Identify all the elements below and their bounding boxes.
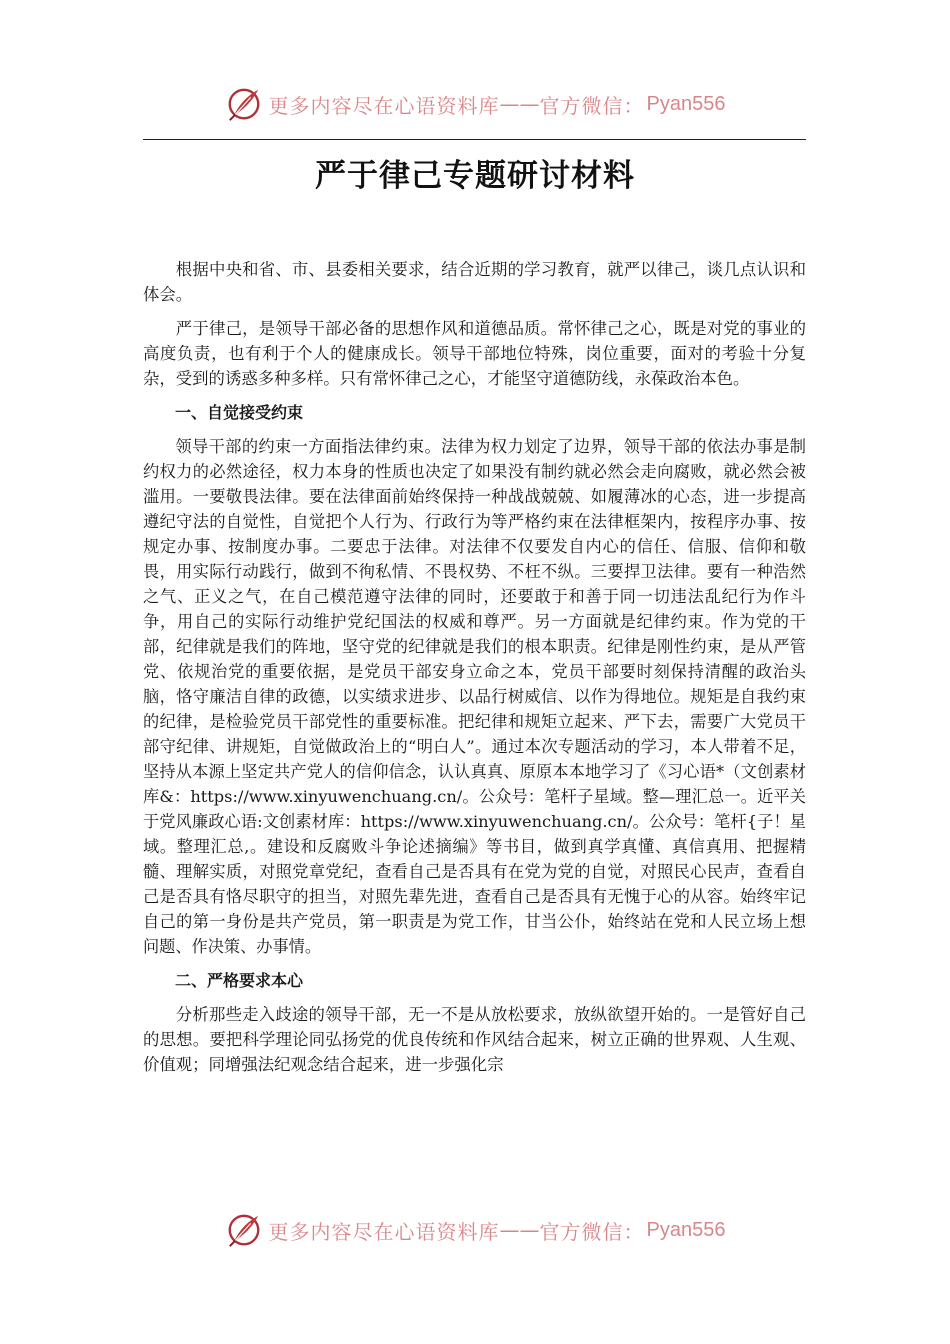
document-body bbox=[143, 257, 806, 1086]
section-paragraph: 分析那些走入歧途的领导干部，无一不是从放松要求，放纵欲望开始的。一是管好自己的思想。要把科学理论同弘扬党的优良传统和作风结合起来，树立正确的世界观、人生观、价值观；同增强法纪观念结合起来，进一步强化宗 bbox=[143, 1005, 806, 1074]
section-heading: 二、严格要求本心 bbox=[175, 971, 304, 990]
document-title: 严于律己专题研讨材料 bbox=[315, 158, 635, 194]
banner-contact-label: 官方微信： bbox=[539, 93, 645, 118]
body-paragraph: 严于律己，是领导干部必备的思想作风和道德品质。常怀律己之心，既是对党的事业的高度负责，也有利于个人的健康成长。领导干部地位特殊，岗位重要，面对的考验十分复杂，受到的诱惑多种多样。只有常怀律己之心，才能坚守道德防线，永葆政治本色。 bbox=[143, 319, 806, 388]
banner-separator: —— bbox=[499, 92, 540, 116]
banner-text: 更多内容尽在心语资料库 bbox=[268, 1219, 500, 1244]
section-heading: 一、自觉接受约束 bbox=[175, 403, 304, 422]
intro-paragraph: 根据中央和省、市、县委相关要求，结合近期的学习教育，就严以律己，谈几点认识和体会。 bbox=[143, 260, 806, 304]
header-divider bbox=[143, 139, 806, 140]
footer-watermark-banner bbox=[0, 1208, 950, 1252]
section-paragraph: 领导干部的约束一方面指法律约束。法律为权力划定了边界，领导干部的依法办事是制约权力的必然途径，权力本身的性质也决定了如果没有制约就必然会走向腐败，就必然会被滥用。一要敬畏法律。要在法律面前始终保持一种战战兢兢、如履薄冰的心态，进一步提高遵纪守法的自觉性，自觉把个人行为、行政行为等严格约束在法律框架内，按程序办事、按规定办事、按制度办事。二要忠于法律。对法律不仅要发自内心的信任、信服、信仰和敬畏，用实际行动践行，做到不徇私情、不畏权势、不枉不纵。三要捍卫法律。要有一种浩然之气、正义之气，在自己模范遵守法律的同时，还要敢于和善于同一切违法乱纪行为作斗争，用自己的实际行动维护党纪国法的权威和尊严。另一方面就是纪律约束。作为党的干部，纪律就是我们的阵地，坚守党的纪律就是我们的根本职责。纪律是刚性约束，是从严管党、依规治党的重要依据，是党员干部安身立命之本，党员干部要时刻保持清醒的政治头脑，恪守廉洁自律的政德，以实绩求进步、以品行树威信、以作为得地位。规矩是自我约束的纪律，是检验党员干部党性的重要标准。把纪律和规矩立起来、严下去，需要广大党员干部守纪律、讲规矩，自觉做政治上的“明白人”。通过本次专题活动的学习，本人带着不足，坚持从本源上坚定共产党人的信仰信念，认认真真、原原本本地学习了《习心语*（文创素材库&：https://www.xinyuwenchuang.cn/。公众号：笔杆子星域。整—理汇总一。近平关于党风廉政心语:文创素材库：https://www.xinyuwenchuang.cn/。公众号：笔杆{子！星域。整理汇总,。建设和反腐败斗争论述摘编》等书目，做到真学真懂、真信真用、把握精髓、理解实质，对照党章党纪，查看自己是否具有在党为党的自觉，对照民心民声，查看自己是否具有恪尽职守的担当，对照先辈先进，查看自己是否具有无愧于心的从容。始终牢记自己的第一身份是共产党员，第一职责是为党工作，甘当公仆，始终站在党和人民立场上想问题、作决策、办事情。 bbox=[143, 437, 806, 956]
banner-separator: —— bbox=[499, 1218, 540, 1242]
banner-contact-label: 官方微信： bbox=[539, 1219, 645, 1244]
banner-wechat-id: Pyan556 bbox=[646, 1218, 726, 1241]
quill-pen-icon bbox=[225, 85, 263, 123]
quill-pen-icon bbox=[225, 1211, 263, 1249]
header-watermark-banner bbox=[0, 82, 950, 126]
banner-wechat-id: Pyan556 bbox=[646, 92, 726, 115]
banner-text: 更多内容尽在心语资料库 bbox=[268, 93, 500, 118]
